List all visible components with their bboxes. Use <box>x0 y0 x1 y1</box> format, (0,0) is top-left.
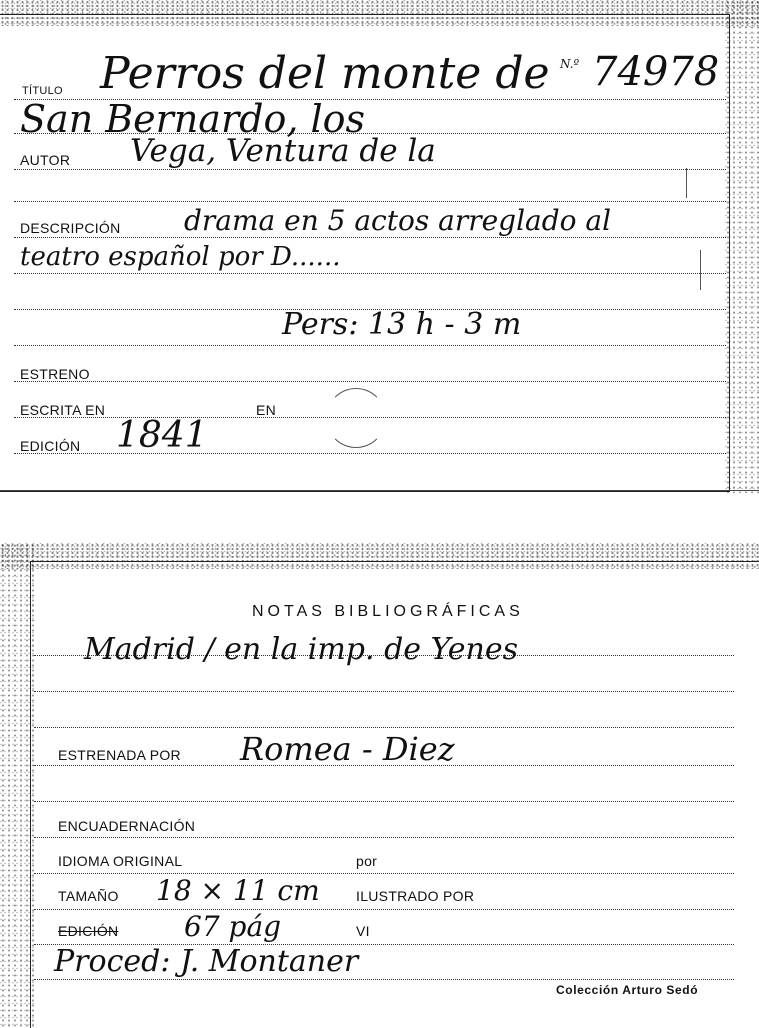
ruled-line <box>14 201 726 202</box>
label-encuadernacion: ENCUADERNACIÓN <box>58 818 196 834</box>
collection-footer: Colección Arturo Sedó <box>556 983 699 997</box>
ruled-line <box>34 691 734 692</box>
ruled-line <box>14 273 726 274</box>
ruled-line <box>34 909 734 910</box>
label-edicion: EDICIÓN <box>20 438 81 454</box>
handwritten-description-line1: drama en 5 actos arreglado al <box>184 204 612 237</box>
handwritten-title-line2: San Bernardo, los <box>20 97 366 141</box>
handwritten-author: Vega, Ventura de la <box>130 133 436 169</box>
stamp-circle <box>326 388 386 448</box>
catalog-card-front <box>0 0 759 493</box>
handwritten-premiered-by: Romea - Diez <box>240 730 455 768</box>
label-descripcion: DESCRIPCIÓN <box>20 220 121 236</box>
ruled-line <box>34 873 734 874</box>
scan-edge-texture <box>725 0 759 493</box>
label-ilustrado-por: ILUSTRADO POR <box>356 888 475 904</box>
ruled-line <box>14 237 726 238</box>
label-escrita-en: ESCRITA EN <box>20 402 106 418</box>
handwritten-characters: Pers: 13 h - 3 m <box>282 307 522 342</box>
handwritten-title-line1: Perros del monte de <box>100 48 550 99</box>
ruled-line <box>34 727 734 728</box>
label-estreno: ESTRENO <box>20 366 90 382</box>
handwritten-pages: 67 pág <box>184 910 282 943</box>
label-edicion-struck: EDICIÓN <box>58 923 119 939</box>
margin-mark <box>686 168 687 198</box>
label-titulo: TÍTULO <box>22 85 63 97</box>
handwritten-notes: Madrid / en la imp. de Yenes <box>84 632 518 667</box>
ruled-line <box>34 979 734 980</box>
ruled-line <box>14 381 726 382</box>
label-vinetas: VI <box>356 923 370 939</box>
margin-mark <box>700 250 701 290</box>
label-en: EN <box>256 402 277 418</box>
ruled-line <box>34 801 734 802</box>
card-bottom-edge <box>0 490 759 491</box>
label-idioma-original: IDIOMA ORIGINAL <box>58 853 183 869</box>
label-tamano: TAMAÑO <box>58 888 119 904</box>
label-autor: AUTOR <box>20 152 71 168</box>
ruled-line <box>34 837 734 838</box>
handwritten-catalog-number: 74978 <box>592 49 720 95</box>
handwritten-edition-year: 1841 <box>116 415 208 456</box>
handwritten-number-prefix: N.º <box>560 57 580 71</box>
handwritten-size: 18 × 11 cm <box>156 874 320 907</box>
catalog-card-back <box>0 543 759 1028</box>
notes-heading: NOTAS BIBLIOGRÁFICAS <box>252 603 524 620</box>
label-por: por <box>356 853 378 869</box>
ruled-line <box>14 345 726 346</box>
handwritten-description-line2: teatro español por D...... <box>20 242 341 272</box>
scan-edge-texture <box>0 543 34 1028</box>
label-estrenada-por: ESTRENADA POR <box>58 747 181 763</box>
ruled-line <box>14 169 726 170</box>
handwritten-provenance: Proced: J. Montaner <box>54 944 359 979</box>
